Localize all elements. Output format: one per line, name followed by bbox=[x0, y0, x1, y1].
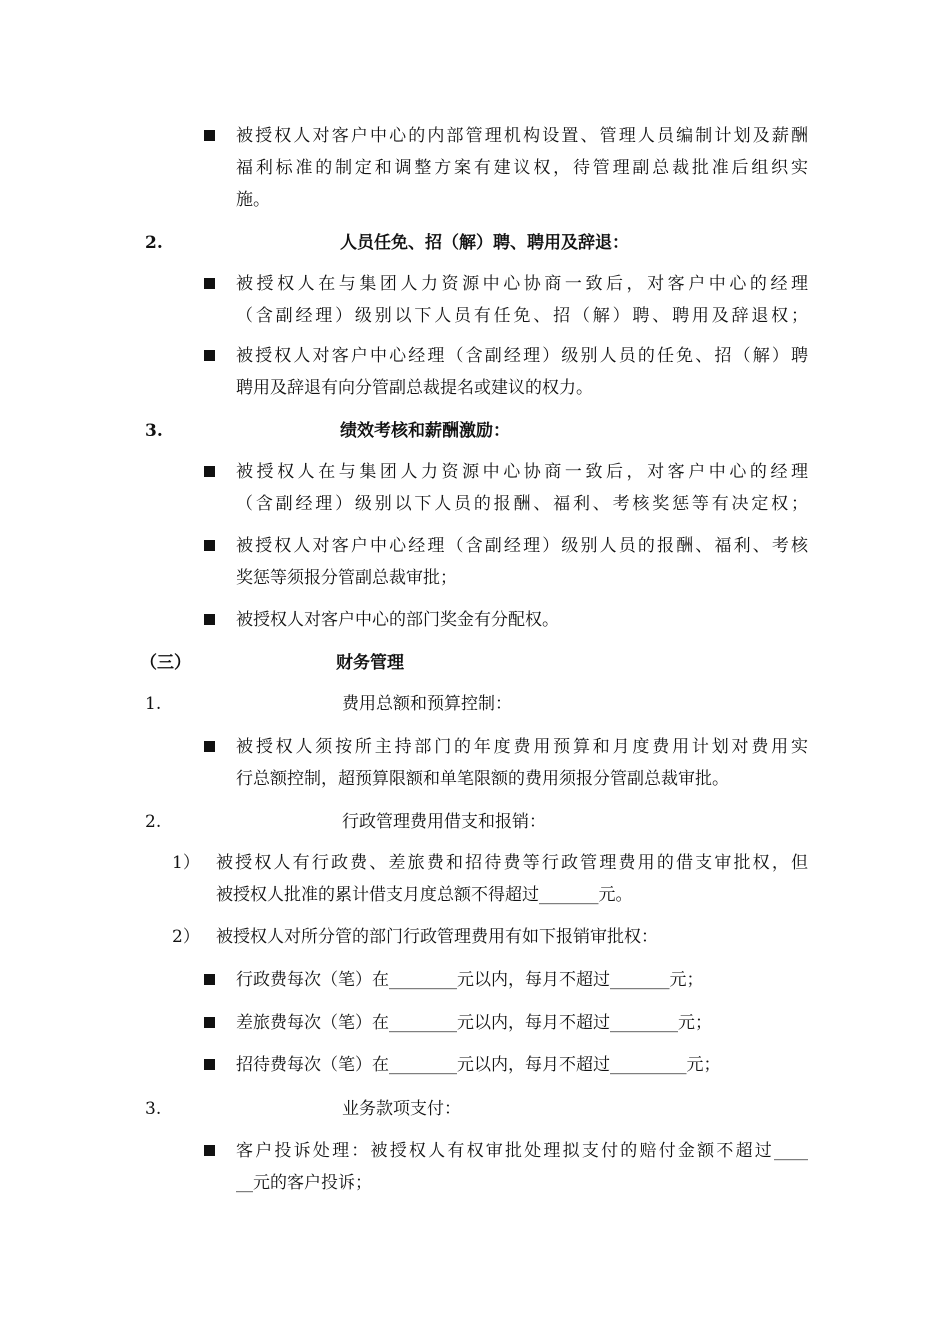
paragraph-line: 行政费每次（笔）在________元以内，每月不超过_______元； bbox=[236, 970, 704, 990]
bullet-square-icon bbox=[204, 1017, 215, 1028]
paragraph-line: 被授权人对客户中心经理（含副经理）级别人员的报酬、福利、考核 bbox=[236, 536, 808, 556]
paragraph-line: 被授权人须按所主持部门的年度费用预算和月度费用计划对费用实 bbox=[236, 737, 808, 757]
paragraph-line: 被授权人在与集团人力资源中心协商一致后，对客户中心的经理 bbox=[236, 274, 808, 294]
section-number: 2. bbox=[145, 233, 163, 253]
section-number: 2. bbox=[145, 812, 162, 832]
paragraph-line: 差旅费每次（笔）在________元以内，每月不超过________元； bbox=[236, 1013, 712, 1033]
paragraph-line: 福利标准的制定和调整方案有建议权，待管理副总裁批准后组织实 bbox=[236, 158, 808, 178]
paragraph-line: 被授权人对客户中心经理（含副经理）级别人员的任免、招（解）聘 bbox=[236, 346, 808, 366]
section-heading: 人员任免、招（解）聘、聘用及辞退： bbox=[340, 233, 629, 253]
section-heading: 绩效考核和薪酬激励： bbox=[340, 421, 510, 441]
paragraph-line: （含副经理）级别以下人员有任免、招（解）聘、聘用及辞退权； bbox=[236, 306, 808, 326]
paragraph-line: 被授权人有行政费、差旅费和招待费等行政管理费用的借支审批权，但 bbox=[216, 853, 808, 873]
bullet-square-icon bbox=[204, 130, 215, 141]
paragraph-line: 被授权人批准的累计借支月度总额不得超过_______元。 bbox=[216, 885, 633, 905]
bullet-square-icon bbox=[204, 614, 215, 625]
list-number: 2） bbox=[172, 927, 200, 947]
bullet-square-icon bbox=[204, 278, 215, 289]
section-number: 1. bbox=[145, 694, 162, 714]
paragraph-line: 客户投诉处理：被授权人有权审批处理拟支付的赔付金额不超过____ bbox=[236, 1141, 808, 1161]
section-number: 3. bbox=[145, 1099, 162, 1119]
section-number: （三） bbox=[140, 653, 191, 673]
paragraph-line: 招待费每次（笔）在________元以内，每月不超过_________元； bbox=[236, 1055, 721, 1075]
paragraph-line: __元的客户投诉； bbox=[236, 1173, 372, 1193]
paragraph-line: 奖惩等须报分管副总裁审批； bbox=[236, 568, 457, 588]
bullet-square-icon bbox=[204, 1059, 215, 1070]
bullet-square-icon bbox=[204, 1145, 215, 1156]
paragraph-line: 行总额控制，超预算限额和单笔限额的费用须报分管副总裁审批。 bbox=[236, 769, 729, 789]
paragraph-line: 聘用及辞退有向分管副总裁提名或建议的权力。 bbox=[236, 378, 593, 398]
bullet-square-icon bbox=[204, 540, 215, 551]
list-number: 1） bbox=[172, 853, 200, 873]
bullet-square-icon bbox=[204, 741, 215, 752]
section-number: 3. bbox=[145, 421, 163, 441]
paragraph-line: 施。 bbox=[236, 190, 270, 210]
bullet-square-icon bbox=[204, 466, 215, 477]
section-heading: 财务管理 bbox=[336, 653, 404, 673]
bullet-square-icon bbox=[204, 350, 215, 361]
section-heading: 行政管理费用借支和报销： bbox=[342, 812, 546, 832]
paragraph-line: 被授权人在与集团人力资源中心协商一致后，对客户中心的经理 bbox=[236, 462, 808, 482]
paragraph-line: 被授权人对客户中心的部门奖金有分配权。 bbox=[236, 610, 559, 630]
section-heading: 业务款项支付： bbox=[342, 1099, 461, 1119]
section-heading: 费用总额和预算控制： bbox=[342, 694, 512, 714]
paragraph-line: 被授权人对客户中心的内部管理机构设置、管理人员编制计划及薪酬 bbox=[236, 126, 808, 146]
paragraph-line: 被授权人对所分管的部门行政管理费用有如下报销审批权： bbox=[216, 927, 658, 947]
bullet-square-icon bbox=[204, 974, 215, 985]
paragraph-line: （含副经理）级别以下人员的报酬、福利、考核奖惩等有决定权； bbox=[236, 494, 808, 514]
